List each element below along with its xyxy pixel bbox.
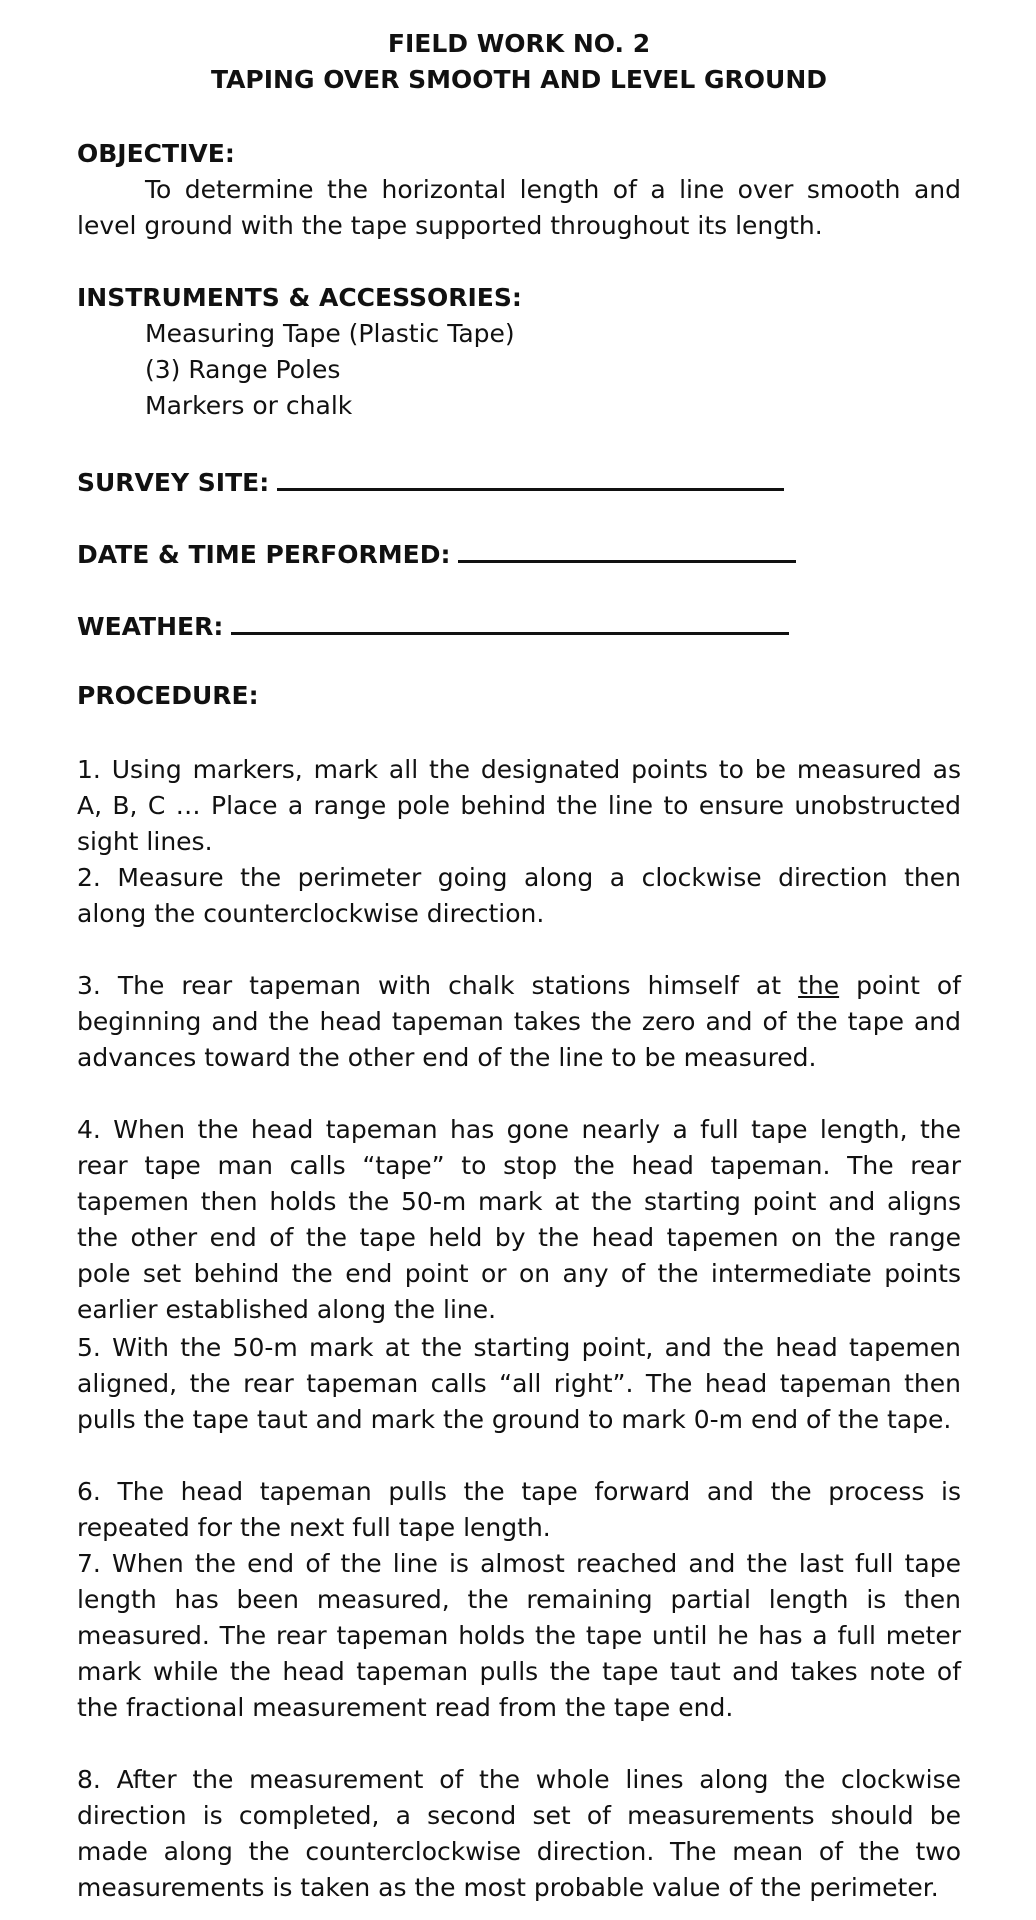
procedure-step-5: 5. With the 50-m mark at the starting point, and the head tapemen aligned, the rear tapeman calls “all right”. The head tapeman then pulls the tape taut and mark the ground to mark 0-m end of the tape. [77, 1333, 961, 1434]
date-time-label: DATE & TIME PERFORMED: [77, 540, 451, 569]
procedure-step-8: 8. After the measurement of the whole lines along the clockwise direction is completed, a second set of measurements should be made along the counterclockwise direction. The mean of the two measurements is taken as the most probable value of the perimeter. [77, 1765, 961, 1902]
step-3-text-a: 3. The rear tapeman with chalk stations himself at [77, 971, 799, 1000]
title-line-2: TAPING OVER SMOOTH AND LEVEL GROUND [210, 65, 828, 94]
instrument-item: Measuring Tape (Plastic Tape) [145, 319, 515, 348]
title-block [77, 26, 961, 98]
objective-heading: OBJECTIVE: [77, 139, 235, 168]
date-time-blank[interactable] [458, 534, 796, 563]
step-3-underlined-word: the [798, 971, 840, 1000]
weather-blank[interactable] [231, 606, 789, 635]
survey-site-row [77, 462, 961, 501]
title-line-1: FIELD WORK NO. 2 [387, 29, 651, 58]
procedure-step-4: 4. When the head tapeman has gone nearly a full tape length, the rear tape man calls “tape” to stop the head tapeman. The rear tapemen then holds the 50-m mark at the starting point and aligns the other end of the tape held by the head tapemen on the range pole set behind the end point or on any of the intermediate points earlier established along the line. [77, 1115, 961, 1324]
procedure-heading: PROCEDURE: [77, 681, 259, 710]
instrument-item: (3) Range Poles [145, 355, 341, 384]
instrument-item: Markers or chalk [145, 391, 353, 420]
weather-label: WEATHER: [77, 612, 224, 641]
procedure-step-6: 6. The head tapeman pulls the tape forward and the process is repeated for the next full tape length. [77, 1477, 961, 1542]
survey-site-label: SURVEY SITE: [77, 468, 270, 497]
instruments-heading: INSTRUMENTS & ACCESSORIES: [77, 283, 522, 312]
instruments-section [77, 280, 961, 424]
objective-section [77, 136, 961, 244]
procedure-step-3 [77, 968, 961, 1076]
procedure-step-7: 7. When the end of the line is almost reached and the last full tape length has been measured, the remaining partial length is then measured. The rear tapeman holds the tape until he has a full meter mark while the head tapeman pulls the tape taut and takes note of the fractional measurement read from the tape end. [77, 1549, 961, 1722]
weather-row [77, 606, 961, 645]
procedure-step-1: 1. Using markers, mark all the designated points to be measured as A, B, C … Place a range pole behind the line to ensure unobstructed sight lines. [77, 755, 961, 856]
objective-text: To determine the horizontal length of a line over smooth and level ground with the tape supported throughout its length. [77, 175, 961, 240]
procedure-step-2: 2. Measure the perimeter going along a clockwise direction then along the counterclockwise direction. [77, 863, 961, 928]
date-time-row [77, 534, 961, 573]
step-3-text-b: point of beginning and the head tapeman takes the zero and of the tape and advances toward the other end of the line to be measured. [77, 971, 962, 1072]
survey-site-blank[interactable] [277, 462, 784, 491]
